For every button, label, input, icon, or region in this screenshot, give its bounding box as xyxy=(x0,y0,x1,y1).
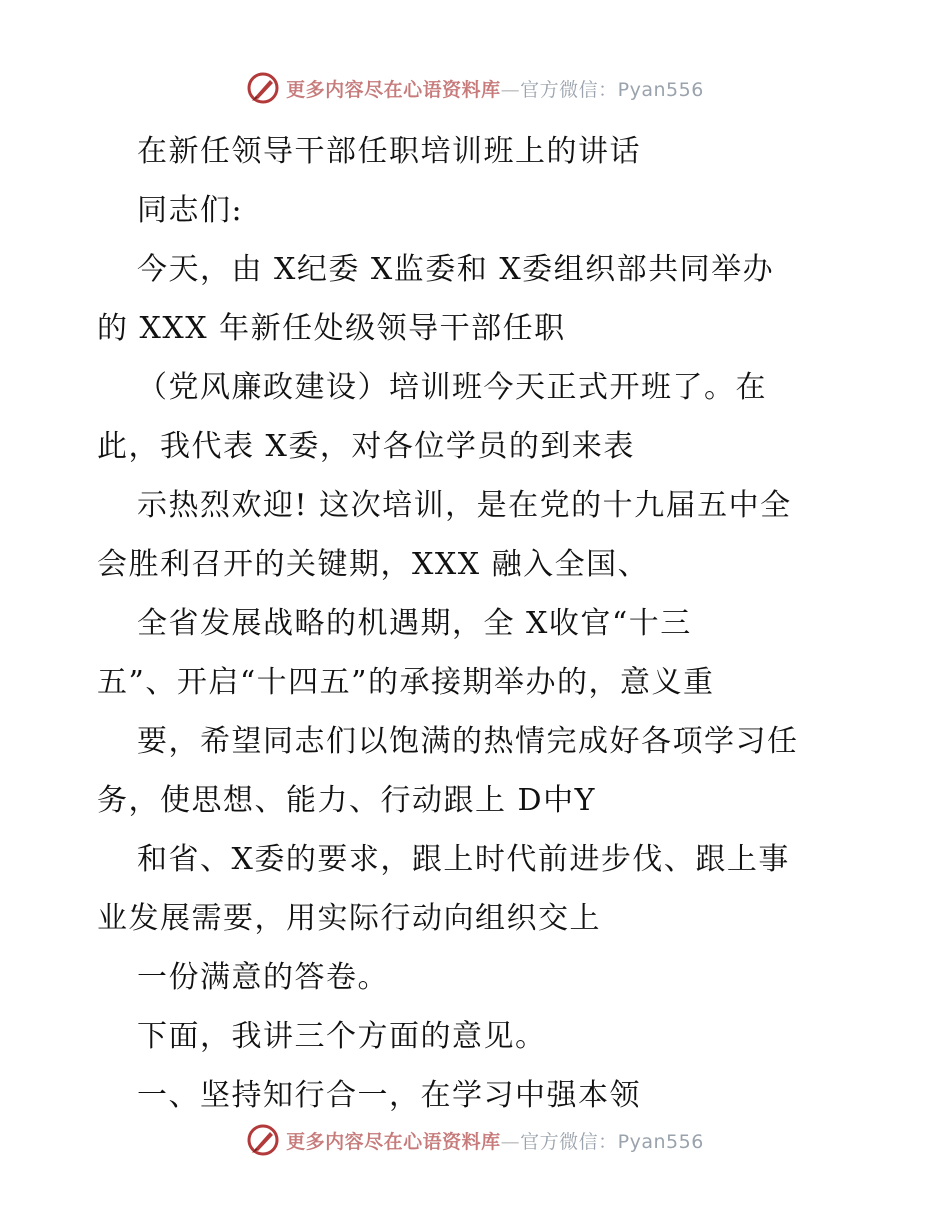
paragraph-line: 务，使思想、能力、行动跟上 D中Y xyxy=(97,783,596,818)
paragraph-line: 全省发展战略的机遇期，全 X收官“十三 xyxy=(137,606,692,641)
watermark-separator: — xyxy=(500,78,521,101)
section-heading: 一、坚持知行合一，在学习中强本领 xyxy=(137,1078,641,1113)
watermark-contact-text: 官方微信：Pyan556 xyxy=(520,1130,704,1153)
quill-pen-logo-icon xyxy=(246,1123,280,1157)
salutation: 同志们: xyxy=(137,193,244,228)
watermark-brand-text: 更多内容尽在心语资料库 xyxy=(286,78,501,101)
paragraph-line: 下面，我讲三个方面的意见。 xyxy=(137,1019,547,1054)
watermark-banner-top xyxy=(0,68,950,108)
paragraph-line: 今天，由 X纪委 X监委和 X委组织部共同举办 xyxy=(137,252,775,287)
paragraph-line: 会胜利召开的关键期，XXX 融入全国、 xyxy=(97,547,650,582)
watermark-brand-text: 更多内容尽在心语资料库 xyxy=(286,1130,501,1153)
paragraph-line: 和省、X委的要求，跟上时代前进步伐、跟上事 xyxy=(137,842,790,877)
paragraph-line: 要，希望同志们以饱满的热情完成好各项学习任 xyxy=(137,724,799,759)
paragraph-line: 一份满意的答卷。 xyxy=(137,960,389,995)
document-body xyxy=(0,122,950,1125)
paragraph-line: 业发展需要，用实际行动向组织交上 xyxy=(97,901,601,936)
paragraph-line: 五”、开启“十四五”的承接期举办的，意义重 xyxy=(97,665,715,700)
paragraph-line: 的 XXX 年新任处级领导干部任职 xyxy=(97,311,566,346)
quill-pen-logo-icon xyxy=(246,71,280,105)
paragraph-line: （党风廉政建设）培训班今天正式开班了。在 xyxy=(137,370,767,405)
paragraph-line: 此，我代表 X委，对各位学员的到来表 xyxy=(97,429,635,464)
watermark-content xyxy=(246,71,704,105)
watermark-content xyxy=(246,1123,704,1157)
document-title: 在新任领导干部任职培训班上的讲话 xyxy=(137,134,641,169)
watermark-separator: — xyxy=(500,1130,521,1153)
watermark-contact-text: 官方微信：Pyan556 xyxy=(520,78,704,101)
paragraph-line: 示热烈欢迎! 这次培训，是在党的十九届五中全 xyxy=(137,488,792,523)
watermark-banner-bottom xyxy=(0,1120,950,1160)
